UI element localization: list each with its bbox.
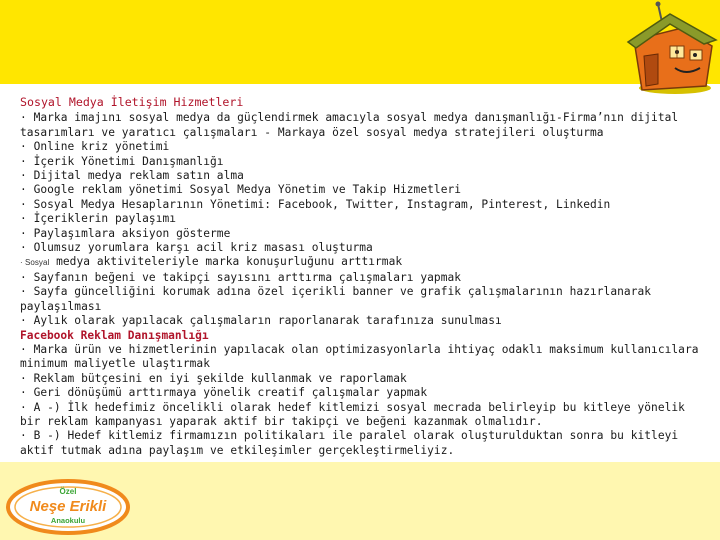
services-content [20,95,710,458]
list-item: · Paylaşımlara aksiyon gösterme [20,226,231,240]
intro-paragraph: · Marka imajını sosyal medya da güçlendirmek amacıyla sosyal medya danışmanlığı-Firma’nın dijital tasarımları ve yaratıcı çalışmaları - Markaya özel sosyal medya stratejileri oluşturma [20,111,679,139]
list-item: · Sosyal Medya Hesaplarının Yönetimi: Facebook, Twitter, Instagram, Pinterest, Linkedin [20,197,611,211]
list-item: · B -) Hedef kitlemiz firmamızın politikaları ile paralel olarak oluşturulduktan sonra bu kitleyi aktif tutmak adına paylaşım ve etkileşimler gerçekleştirmeliyiz. [20,429,679,457]
school-logo [4,474,132,536]
logo-top-text: Özel [59,487,77,496]
page-title: Sosyal Medya İletişim Hizmetleri [20,95,244,109]
list-item: · Online kriz yönetimi [20,140,170,154]
facebook-section-title: Facebook Reklam Danışmanlığı [20,328,209,342]
list-item: · Geri dönüşümü arttırmaya yönelik creatif çalışmalar yapmak [20,386,428,400]
header-band [0,0,720,84]
overlap-rest: medya aktiviteleriyle marka konuşurluğunu arttırmak [56,255,403,269]
list-item [20,255,710,270]
list-item: · Olumsuz yorumlara karşı acil kriz masası oluşturma [20,241,373,255]
logo-main-text: Neşe Erikli [29,498,107,515]
list-item: · Dijital medya reklam satın alma [20,169,244,183]
list-item: · İçeriklerin paylaşımı [20,212,177,226]
list-item: · Reklam bütçesini en iyi şekilde kullanmak ve raporlamak [20,371,407,385]
list-item: · Sayfa güncelliğini korumak adına özel içerikli banner ve grafik çalışmalarının hazırlanarak paylaşılması [20,285,652,313]
list-item: · Marka ürün ve hizmetlerinin yapılacak olan optimizasyonlarla ihtiyaç odaklı maksimum kullanıcılara minimum maliyetle ulaştırmak [20,342,699,371]
logo-sub-text: Anaokulu [50,516,86,525]
overlap-prefix: · Sosyal [20,258,50,268]
list-item: · Aylık olarak yapılacak çalışmaların raporlanarak tarafınıza sunulması [20,314,502,328]
list-item: · İçerik Yönetimi Danışmanlığı [20,154,224,168]
list-item: · Google reklam yönetimi Sosyal Medya Yönetim ve Takip Hizmetleri [20,183,462,197]
list-item: · A -) İlk hedefimiz öncelikli olarak hedef kitlemizi sosyal mecrada belirleyip bu kitleye yönelik bir reklam kampanyası yaparak aktif bir takipçi ve beğeni kazanmak olmalıdır. [20,400,685,428]
house-mascot-icon [620,0,720,96]
list-item: · Sayfanın beğeni ve takipçi sayısını arttırma çalışmaları yapmak [20,270,462,284]
